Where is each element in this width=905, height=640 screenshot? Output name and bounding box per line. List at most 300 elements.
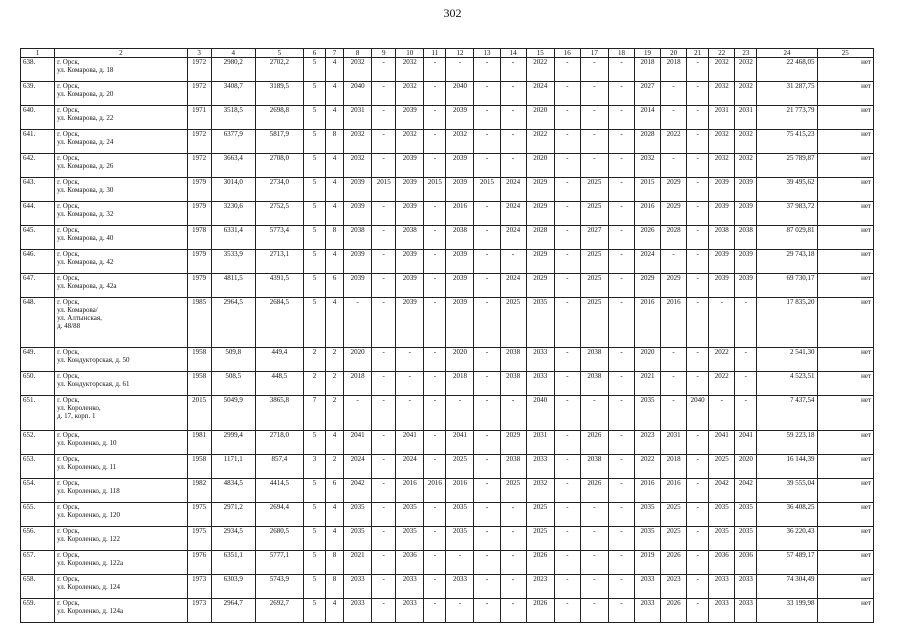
table-cell: нет: [817, 599, 873, 623]
table-cell: 2032: [526, 479, 554, 503]
table-cell: 2039: [446, 274, 474, 298]
table-cell: -: [474, 348, 500, 372]
table-cell: 2038: [580, 348, 608, 372]
table-cell: -: [446, 551, 474, 575]
table-cell: -: [687, 372, 709, 396]
table-cell: нет: [817, 202, 873, 226]
table-row: [21, 154, 874, 178]
table-cell: 659.: [21, 599, 55, 623]
table-cell: 2016: [446, 202, 474, 226]
table-cell: 87 029,81: [757, 226, 817, 250]
table-cell: 2039: [446, 250, 474, 274]
table-cell: 5: [303, 202, 325, 226]
table-cell: 6377,9: [211, 130, 255, 154]
table-cell: -: [661, 106, 687, 130]
table-cell: 2032: [735, 82, 757, 106]
table-cell: -: [474, 479, 500, 503]
table-cell: -: [608, 372, 634, 396]
table-cell: 2020: [446, 348, 474, 372]
table-cell: 5773,4: [255, 226, 303, 250]
table-cell: 2039: [396, 106, 424, 130]
table-cell: 2: [303, 372, 325, 396]
table-cell: 2027: [634, 82, 660, 106]
table-cell: -: [372, 479, 396, 503]
table-cell: -: [372, 431, 396, 455]
table-cell: 2025: [500, 298, 526, 348]
table-cell: 1985: [187, 298, 211, 348]
column-number: 24: [757, 49, 817, 58]
table-cell: нет: [817, 455, 873, 479]
table-cell: 2033: [344, 575, 372, 599]
table-cell: -: [424, 527, 446, 551]
column-number: 19: [634, 49, 660, 58]
table-cell: 2035: [735, 527, 757, 551]
table-cell: -: [424, 503, 446, 527]
table-cell: 2025: [661, 503, 687, 527]
table-cell: 4: [326, 431, 344, 455]
table-cell: 2025: [580, 202, 608, 226]
table-cell: 640.: [21, 106, 55, 130]
table-cell: 4: [326, 154, 344, 178]
table-cell: -: [580, 154, 608, 178]
table-cell: 2024: [634, 250, 660, 274]
table-cell: -: [687, 130, 709, 154]
table-cell: 2038: [735, 226, 757, 250]
table-cell: 2029: [661, 178, 687, 202]
table-cell: 2022: [661, 130, 687, 154]
table-cell: -: [608, 455, 634, 479]
table-cell: 5: [303, 274, 325, 298]
table-cell: 2: [303, 348, 325, 372]
table-cell: -: [424, 106, 446, 130]
table-cell: -: [608, 178, 634, 202]
table-cell: 2042: [735, 479, 757, 503]
table-cell: нет: [817, 58, 873, 82]
table-cell: 2038: [396, 226, 424, 250]
table-cell: 2016: [661, 298, 687, 348]
table-cell: -: [661, 348, 687, 372]
column-number: 2: [55, 49, 187, 58]
table-cell: 646.: [21, 250, 55, 274]
table-cell: -: [608, 202, 634, 226]
table-row: [21, 551, 874, 575]
table-cell: 2021: [344, 551, 372, 575]
table-cell: 2015: [474, 178, 500, 202]
table-cell: 2038: [580, 455, 608, 479]
table-cell: 2033: [634, 599, 660, 623]
table-cell: 3408,7: [211, 82, 255, 106]
table-cell: г. Орск, ул. Комарова, д. 22: [55, 106, 187, 130]
column-number: 1: [21, 49, 55, 58]
table-cell: 2032: [344, 130, 372, 154]
table-cell: 2025: [580, 274, 608, 298]
table-cell: -: [554, 431, 580, 455]
table-cell: 2964,7: [211, 599, 255, 623]
column-number: 21: [687, 49, 709, 58]
table-cell: 2033: [735, 599, 757, 623]
table-cell: 3865,8: [255, 396, 303, 431]
table-row: [21, 250, 874, 274]
table-cell: 21 773,79: [757, 106, 817, 130]
column-number: 11: [424, 49, 446, 58]
table-cell: 33 199,98: [757, 599, 817, 623]
table-cell: -: [608, 58, 634, 82]
table-cell: -: [608, 503, 634, 527]
table-cell: 2025: [580, 178, 608, 202]
table-cell: 1972: [187, 154, 211, 178]
table-cell: 509,8: [211, 348, 255, 372]
table-cell: 2031: [661, 431, 687, 455]
table-cell: -: [474, 599, 500, 623]
table-cell: 2039: [735, 178, 757, 202]
table-cell: 1972: [187, 130, 211, 154]
table-cell: 2025: [500, 479, 526, 503]
table-cell: -: [474, 503, 500, 527]
table-cell: 651.: [21, 396, 55, 431]
table-cell: -: [554, 575, 580, 599]
table-cell: -: [500, 130, 526, 154]
table-cell: -: [687, 274, 709, 298]
table-cell: -: [709, 396, 735, 431]
table-cell: 2016: [424, 479, 446, 503]
table-cell: -: [554, 527, 580, 551]
column-number: 4: [211, 49, 255, 58]
table-row: [21, 372, 874, 396]
table-cell: 449,4: [255, 348, 303, 372]
table-cell: 2039: [396, 202, 424, 226]
table-cell: 2028: [661, 226, 687, 250]
table-cell: 2025: [446, 455, 474, 479]
table-cell: г. Орск, ул. Короленко, д. 122а: [55, 551, 187, 575]
table-cell: 2033: [735, 575, 757, 599]
table-cell: 2028: [526, 226, 554, 250]
table-cell: 2971,2: [211, 503, 255, 527]
table-cell: 2038: [344, 226, 372, 250]
table-cell: 2713,1: [255, 250, 303, 274]
table-row: [21, 396, 874, 431]
table-cell: -: [735, 298, 757, 348]
table-cell: г. Орск, ул. Короленко, д. 10: [55, 431, 187, 455]
table-row: [21, 130, 874, 154]
table-cell: 2018: [634, 58, 660, 82]
table-cell: 2035: [634, 527, 660, 551]
table-cell: -: [661, 250, 687, 274]
table-cell: 2024: [344, 455, 372, 479]
table-cell: 2015: [187, 396, 211, 431]
table-cell: 2980,2: [211, 58, 255, 82]
table-cell: -: [608, 154, 634, 178]
table-cell: 648.: [21, 298, 55, 348]
table-cell: 2035: [634, 396, 660, 431]
table-cell: 2020: [735, 455, 757, 479]
table-row: [21, 274, 874, 298]
table-cell: -: [687, 599, 709, 623]
table-cell: нет: [817, 348, 873, 372]
table-cell: нет: [817, 250, 873, 274]
table-cell: 2041: [344, 431, 372, 455]
table-cell: 2035: [634, 503, 660, 527]
table-cell: -: [608, 396, 634, 431]
table-row: [21, 527, 874, 551]
table-cell: -: [580, 575, 608, 599]
table-cell: 5049,9: [211, 396, 255, 431]
table-cell: 1973: [187, 599, 211, 623]
table-cell: -: [500, 58, 526, 82]
table-cell: -: [580, 527, 608, 551]
table-cell: 5777,1: [255, 551, 303, 575]
table-cell: г. Орск, ул. Комарова, д. 32: [55, 202, 187, 226]
table-cell: 69 730,17: [757, 274, 817, 298]
table-cell: 7: [303, 396, 325, 431]
table-cell: 2031: [526, 431, 554, 455]
table-cell: 5: [303, 431, 325, 455]
table-cell: 2680,5: [255, 527, 303, 551]
table-cell: -: [687, 527, 709, 551]
table-cell: 2018: [661, 58, 687, 82]
table-cell: 2025: [661, 527, 687, 551]
table-cell: 2039: [446, 106, 474, 130]
table-cell: -: [554, 396, 580, 431]
table-cell: 2032: [396, 130, 424, 154]
table-cell: 2035: [735, 503, 757, 527]
table-cell: -: [424, 202, 446, 226]
data-table: [20, 48, 874, 623]
table-cell: г. Орск, ул. Комарова, д. 42а: [55, 274, 187, 298]
column-number: 10: [396, 49, 424, 58]
table-cell: -: [396, 372, 424, 396]
table-cell: 2692,7: [255, 599, 303, 623]
table-cell: 1958: [187, 455, 211, 479]
table-cell: -: [500, 527, 526, 551]
table-cell: 2702,2: [255, 58, 303, 82]
table-cell: -: [424, 396, 446, 431]
table-cell: 2033: [709, 599, 735, 623]
table-cell: 639.: [21, 82, 55, 106]
table-cell: 2032: [709, 154, 735, 178]
table-cell: 2032: [735, 154, 757, 178]
table-cell: 2033: [526, 455, 554, 479]
table-cell: 2025: [580, 298, 608, 348]
table-cell: 2039: [396, 298, 424, 348]
table-cell: -: [661, 154, 687, 178]
table-cell: 2026: [526, 599, 554, 623]
table-cell: нет: [817, 527, 873, 551]
table-cell: -: [608, 106, 634, 130]
table-cell: -: [554, 455, 580, 479]
table-cell: -: [687, 106, 709, 130]
table-cell: 2042: [344, 479, 372, 503]
table-cell: 5: [303, 130, 325, 154]
table-cell: 2029: [500, 431, 526, 455]
table-row: [21, 575, 874, 599]
table-cell: нет: [817, 82, 873, 106]
table-cell: 642.: [21, 154, 55, 178]
column-number: 25: [817, 49, 873, 58]
table-cell: 25 789,87: [757, 154, 817, 178]
table-cell: -: [372, 58, 396, 82]
table-cell: 654.: [21, 479, 55, 503]
table-cell: 2029: [661, 202, 687, 226]
table-cell: -: [446, 396, 474, 431]
table-cell: -: [687, 348, 709, 372]
table-cell: -: [424, 154, 446, 178]
table-cell: 2036: [396, 551, 424, 575]
table-cell: -: [580, 106, 608, 130]
table-cell: -: [661, 396, 687, 431]
table-cell: 2032: [735, 130, 757, 154]
table-cell: 2025: [526, 503, 554, 527]
table-cell: -: [608, 479, 634, 503]
table-cell: -: [424, 348, 446, 372]
table-cell: -: [554, 226, 580, 250]
table-cell: 2025: [580, 250, 608, 274]
table-cell: 2999,4: [211, 431, 255, 455]
table-cell: 5: [303, 82, 325, 106]
table-cell: нет: [817, 154, 873, 178]
table-cell: 643.: [21, 178, 55, 202]
table-cell: 508,5: [211, 372, 255, 396]
table-cell: 2024: [396, 455, 424, 479]
table-cell: 645.: [21, 226, 55, 250]
table-cell: 657.: [21, 551, 55, 575]
table-cell: -: [687, 154, 709, 178]
page-number: 302: [443, 6, 462, 20]
table-cell: -: [554, 202, 580, 226]
table-cell: -: [474, 154, 500, 178]
table-cell: 8: [326, 226, 344, 250]
table-cell: 2964,5: [211, 298, 255, 348]
table-row: [21, 431, 874, 455]
table-cell: 2032: [709, 58, 735, 82]
table-cell: 2023: [634, 431, 660, 455]
table-cell: 2038: [500, 348, 526, 372]
table-cell: 2024: [526, 82, 554, 106]
table-cell: 2033: [344, 599, 372, 623]
table-cell: -: [687, 226, 709, 250]
table-cell: г. Орск, ул. Кондукторская, д. 50: [55, 348, 187, 372]
table-cell: -: [424, 575, 446, 599]
table-cell: 2041: [735, 431, 757, 455]
table-cell: 2024: [500, 226, 526, 250]
table-cell: 2029: [526, 178, 554, 202]
table-cell: 2018: [661, 455, 687, 479]
table-cell: -: [580, 58, 608, 82]
table-cell: 7 437,54: [757, 396, 817, 431]
table-cell: 2022: [526, 130, 554, 154]
table-cell: -: [687, 250, 709, 274]
table-cell: 2: [326, 396, 344, 431]
table-cell: 2 541,30: [757, 348, 817, 372]
table-cell: 2734,0: [255, 178, 303, 202]
table-cell: -: [500, 82, 526, 106]
table-cell: -: [687, 298, 709, 348]
table-cell: 2040: [344, 82, 372, 106]
table-cell: 74 304,49: [757, 575, 817, 599]
table-cell: нет: [817, 106, 873, 130]
table-cell: 2026: [526, 551, 554, 575]
column-number: 22: [709, 49, 735, 58]
table-cell: -: [372, 226, 396, 250]
table-cell: -: [424, 82, 446, 106]
table-cell: 59 223,18: [757, 431, 817, 455]
table-cell: 6: [326, 479, 344, 503]
table-cell: 2032: [446, 130, 474, 154]
table-cell: 5: [303, 527, 325, 551]
table-cell: -: [554, 503, 580, 527]
table-cell: 3189,5: [255, 82, 303, 106]
table-row: [21, 479, 874, 503]
table-cell: -: [687, 202, 709, 226]
table-cell: 1979: [187, 178, 211, 202]
table-cell: нет: [817, 479, 873, 503]
table-cell: г. Орск, ул. Комарова, д. 42: [55, 250, 187, 274]
table-cell: -: [474, 551, 500, 575]
table-cell: 2024: [500, 202, 526, 226]
table-cell: 2029: [526, 250, 554, 274]
table-cell: -: [554, 178, 580, 202]
table-cell: -: [424, 455, 446, 479]
column-number: 16: [554, 49, 580, 58]
table-cell: 2022: [526, 58, 554, 82]
table-cell: 2038: [500, 455, 526, 479]
table-cell: нет: [817, 431, 873, 455]
table-cell: 39 495,62: [757, 178, 817, 202]
column-number: 7: [326, 49, 344, 58]
table-cell: 2016: [396, 479, 424, 503]
table-cell: г. Орск, ул. Короленко, д. 122: [55, 527, 187, 551]
table-cell: 1971: [187, 106, 211, 130]
table-cell: 5: [303, 250, 325, 274]
table-cell: -: [687, 178, 709, 202]
table-cell: -: [608, 431, 634, 455]
table-cell: 3014,0: [211, 178, 255, 202]
table-cell: -: [474, 455, 500, 479]
table-cell: 2039: [344, 274, 372, 298]
table-cell: 656.: [21, 527, 55, 551]
table-cell: нет: [817, 130, 873, 154]
table-cell: 16 144,39: [757, 455, 817, 479]
table-cell: -: [608, 348, 634, 372]
table-cell: -: [372, 503, 396, 527]
table-cell: -: [372, 154, 396, 178]
table-cell: -: [608, 298, 634, 348]
table-cell: -: [554, 551, 580, 575]
table-cell: 8: [326, 575, 344, 599]
table-cell: 2018: [344, 372, 372, 396]
table-cell: 2024: [500, 178, 526, 202]
table-cell: -: [554, 250, 580, 274]
table-cell: 4: [326, 503, 344, 527]
table-cell: -: [372, 106, 396, 130]
table-cell: 2: [326, 348, 344, 372]
table-cell: -: [424, 431, 446, 455]
table-cell: 17 835,20: [757, 298, 817, 348]
table-cell: -: [554, 479, 580, 503]
table-cell: 2029: [526, 202, 554, 226]
table-cell: 1972: [187, 82, 211, 106]
table-cell: 2016: [634, 479, 660, 503]
table-cell: г. Орск, ул. Комарова, д. 30: [55, 178, 187, 202]
table-cell: -: [500, 599, 526, 623]
table-cell: г. Орск, ул. Комарова, д. 20: [55, 82, 187, 106]
table-cell: 36 408,25: [757, 503, 817, 527]
column-number: 3: [187, 49, 211, 58]
table-cell: 1975: [187, 503, 211, 527]
table-cell: 2039: [344, 178, 372, 202]
table-cell: г. Орск, ул. Кондукторская, д. 61: [55, 372, 187, 396]
table-cell: 2022: [709, 372, 735, 396]
table-cell: 1981: [187, 431, 211, 455]
